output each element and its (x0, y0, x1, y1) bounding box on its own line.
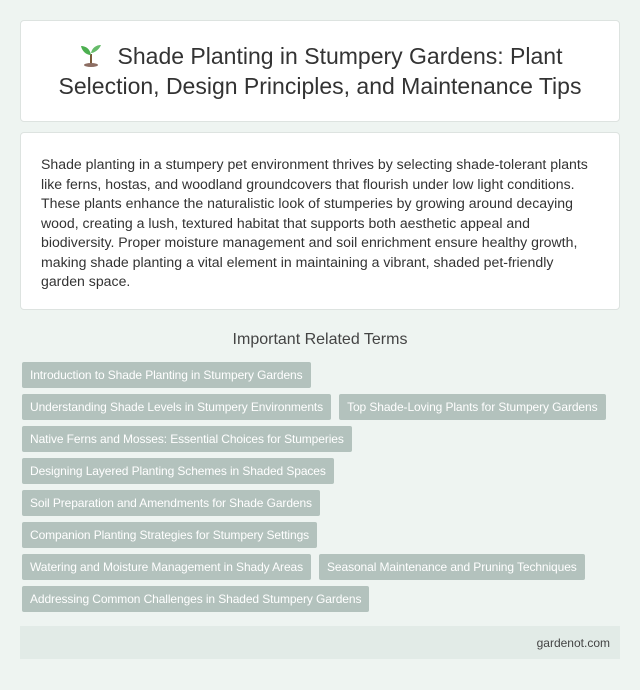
related-term-tag[interactable]: Designing Layered Planting Schemes in Shaded Spaces (22, 458, 334, 484)
sprout-icon (78, 41, 104, 67)
related-term-tag[interactable]: Introduction to Shade Planting in Stumpery Gardens (22, 362, 311, 388)
related-term-tag[interactable]: Companion Planting Strategies for Stumpery Settings (22, 522, 317, 548)
related-term-tag[interactable]: Watering and Moisture Management in Shady Areas (22, 554, 311, 580)
title-text: Shade Planting in Stumpery Gardens: Plant Selection, Design Principles, and Maintenance Tips (58, 43, 582, 99)
related-terms-row (22, 554, 622, 586)
related-terms-list (22, 362, 622, 618)
title-card (20, 20, 620, 122)
related-terms-row (22, 394, 622, 426)
related-terms-row (22, 490, 622, 522)
footer (20, 626, 620, 659)
summary-text: Shade planting in a stumpery pet environment thrives by selecting shade-tolerant plants like ferns, hostas, and woodland groundcovers that flourish under low light conditions. These plants enhance the naturalistic look of stumperies by growing around decaying wood, creating a lush, textured habitat that supports both aesthetic appeal and biodiversity. Proper moisture management and soil enrichment ensure healthy growth, making shade planting a vital element in maintaining a vibrant, shaded pet-friendly garden space. (41, 156, 588, 289)
summary-card (20, 132, 620, 310)
related-term-tag[interactable]: Native Ferns and Mosses: Essential Choices for Stumperies (22, 426, 352, 452)
related-term-tag[interactable]: Addressing Common Challenges in Shaded Stumpery Gardens (22, 586, 369, 612)
related-terms-row (22, 458, 622, 490)
related-terms-heading: Important Related Terms (232, 331, 408, 348)
related-term-tag[interactable]: Top Shade-Loving Plants for Stumpery Gardens (339, 394, 605, 420)
related-terms-row (22, 586, 622, 618)
related-term-tag[interactable]: Seasonal Maintenance and Pruning Techniques (319, 554, 585, 580)
related-terms-row (22, 426, 622, 458)
related-terms-row (22, 522, 622, 554)
related-term-tag[interactable]: Soil Preparation and Amendments for Shade Gardens (22, 490, 320, 516)
page-title (45, 41, 595, 101)
related-term-tag[interactable]: Understanding Shade Levels in Stumpery Environments (22, 394, 331, 420)
related-terms-row (22, 362, 622, 394)
footer-site-link[interactable]: gardenot.com (536, 635, 610, 650)
